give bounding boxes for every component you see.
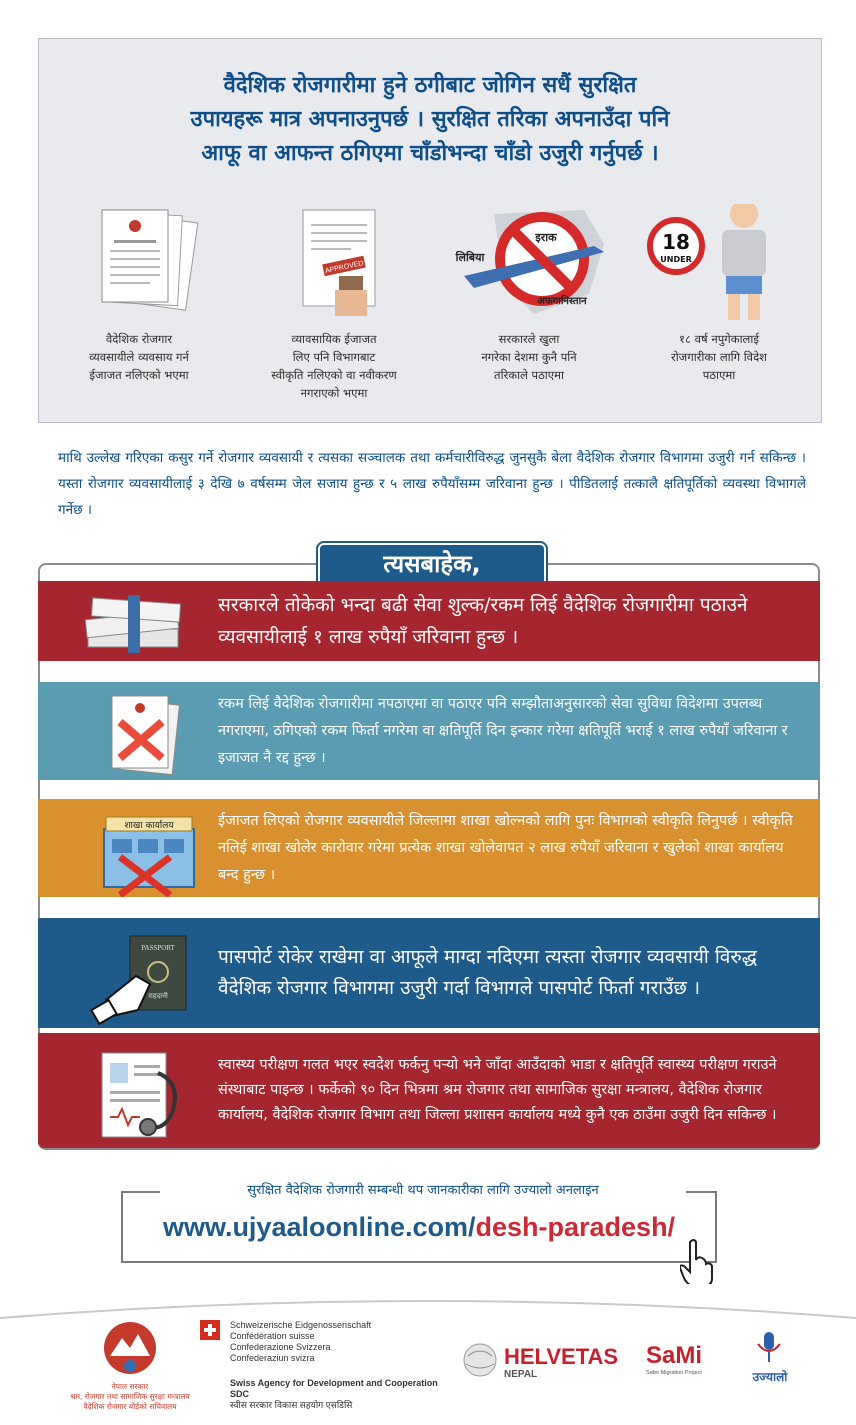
country-label-libya: लिबिया [455,251,485,264]
violation-item-license [44,204,234,384]
ujyaalo-logo: उज्यालो [740,1330,800,1385]
svg-text:18: 18 [662,230,690,254]
svg-text:PASSPORT: PASSPORT [141,944,175,952]
headline-line-1: वैदेशिक रोजगारीमा हुने ठगीबाट जोगिन सधैं सुरक्षित [223,73,637,98]
band-branch-office: शाखा कार्यालय ईजाजत लिएको रोजगार व्यवसायीले जिल्लामा शाखा खोल्नको लागि पुनः विभागको स्वीकृति लिनुपर्छ । स्वीकृति नलिई शाखा खोलेर कारोवार गरेमा प्रत्येक शाखा खोलेवापत २ लाख रुपैयाँ जरिवाना र खुलेको शाखा कार्यालय बन्द हुन्छ । [38,799,820,897]
band-excess-fee [38,581,820,661]
medical-report-icon [78,1033,198,1148]
top-info-box [38,38,822,423]
passport-hand-icon [78,918,198,1028]
swiss-flag-icon [200,1320,220,1340]
info-url-link[interactable]: www.ujyaaloonline.com/desh-paradesh/ [162,1212,676,1242]
violation-item-underage: 18 UNDER १८ वर्ष नपुगेकालाई रोजगारीका लागि विदेश पठाएमा [624,204,814,384]
pointer-hand-icon [680,1238,714,1284]
globe-icon [462,1342,498,1378]
band-service-failure: रकम लिई वैदेशिक रोजगारीमा नपठाएमा वा पठाएर पनि सम्झौताअनुसारको सेवा सुविधा विदेशमा उपलब्ध नगराएमा, ठगिएको रकम फिर्ता नगरेमा वा क्षतिपूर्ति दिन इन्कार गरेमा क्षतिपूर्ति भराई १ लाख रुपैयाँ जरिवाना र इजाजत नै रद्द हुन्छ । [38,682,820,780]
svg-text:UNDER: UNDER [660,255,692,264]
headline-line-3: आफू वा आफन्त ठगिएमा चाँडोभन्दा चाँडो उजुरी गर्नुपर्छ । [201,141,659,166]
band-passport: PASSPORT राहदानी पासपोर्ट रोकेर राखेमा वा आफूले माग्दा नदिएमा त्यस्ता रोजगार व्यवसायी विरुद्ध वैदेशिक रोजगार विभागमा उजुरी गर्दा विभागले पासपोर्ट फिर्ता गराउँछ । [38,918,820,1028]
svg-text:शाखा कार्यालय: शाखा कार्यालय [124,821,174,831]
nepal-emblem-icon [100,1318,160,1378]
nepal-gov-logo: नेपाल सरकार श्रम, रोजगार तथा सामाजिक सुरक्षा मन्त्रालय वैदेशिक रोजगार बोर्डको सचिवालय [70,1318,190,1412]
svg-text:राहदानी: राहदानी [148,992,168,1000]
violation-caption: वैदेशिक रोजगार व्यवसायीले व्यवसाय गर्न ईजाजत नलिएको भएमा [89,332,189,382]
violation-icons [39,204,821,414]
country-label-iraq: इराक [535,231,557,244]
info-caption: सुरक्षित वैदेशिक रोजगारी सम्बन्धी थप जानकारीका लागि उज्यालो अनलाइन [160,1180,686,1202]
headline [39,69,821,171]
band-medical: स्वास्थ्य परीक्षण गलत भएर स्वदेश फर्कनु पऱ्यो भने जाँदा आउँदाको भाडा र क्षतिपूर्ति स्वास्थ्य परीक्षण गराउने संस्थाबाट पाइन्छ । फर्केको ९० दिन भित्रमा श्रम रोजगार तथा सामाजिक सुरक्षा मन्त्रालय, वैदेशिक रोजगार कार्यालय, वैदेशिक रोजगार विभाग तथा जिल्ला प्रशासन कार्यालय मध्ये कुनै एक ठाउँमा उजुरी दिन सकिन्छ । [38,1033,820,1148]
crossed-document-icon [78,682,198,780]
under-18-icon [624,204,814,324]
sami-logo: SaMi Safer Migration Project [646,1342,703,1376]
branch-office-icon [78,799,198,897]
band-text: सरकारले तोकेको भन्दा बढी सेवा शुल्क/रकम लिई वैदेशिक रोजगारीमा पठाउने व्यवसायीलाई १ लाख रुपैयाँ जरिवाना हुन्छ । [218,594,748,648]
headline-line-2: उपायहरू मात्र अपनाउनुपर्छ । सुरक्षित तरिका अपनाउँदा पनि [190,107,670,132]
documents-icon [44,204,234,324]
violation-item-approval: APPROVED व्यावसायिक ईजाजत लिए पनि विभागबाट स्वीकृति नलिएको वा नवीकरण नगराएको भएमा [239,204,429,402]
approved-stamp-icon [239,204,429,324]
helvetas-logo: HELVETAS NEPAL [462,1342,622,1382]
money-stack-icon [78,581,198,661]
violation-item-closed-countries: इराक लिबिया अफगानिस्तान सरकारले खुला नगरेका देशमा कुनै पनि तरिकाले पठाएमा [434,204,624,384]
svg-text:APPROVED: APPROVED [324,259,365,275]
microphone-icon [750,1330,790,1364]
section-tab-title: त्यसबाहेक, [318,543,546,585]
no-flight-icon [434,204,624,324]
country-label-afghanistan: अफगानिस्तान [537,296,587,307]
penalty-paragraph: माथि उल्लेख गरिएका कसुर गर्ने रोजगार व्यवसायी र त्यसका सञ्चालक तथा कर्मचारीविरुद्ध जुनसुकै बेला वैदेशिक रोजगार विभागमा उजुरी गर्न सकिन्छ । यस्ता रोजगार व्यवसायीलाई ३ देखि ७ वर्षसम्म जेल सजाय हुन्छ र ५ लाख रुपैयाँसम्म जरिवाना हुन्छ । पीडितलाई तत्कालै क्षतिपूर्तिको व्यवस्था विभागले गर्नेछ । [58,450,806,518]
